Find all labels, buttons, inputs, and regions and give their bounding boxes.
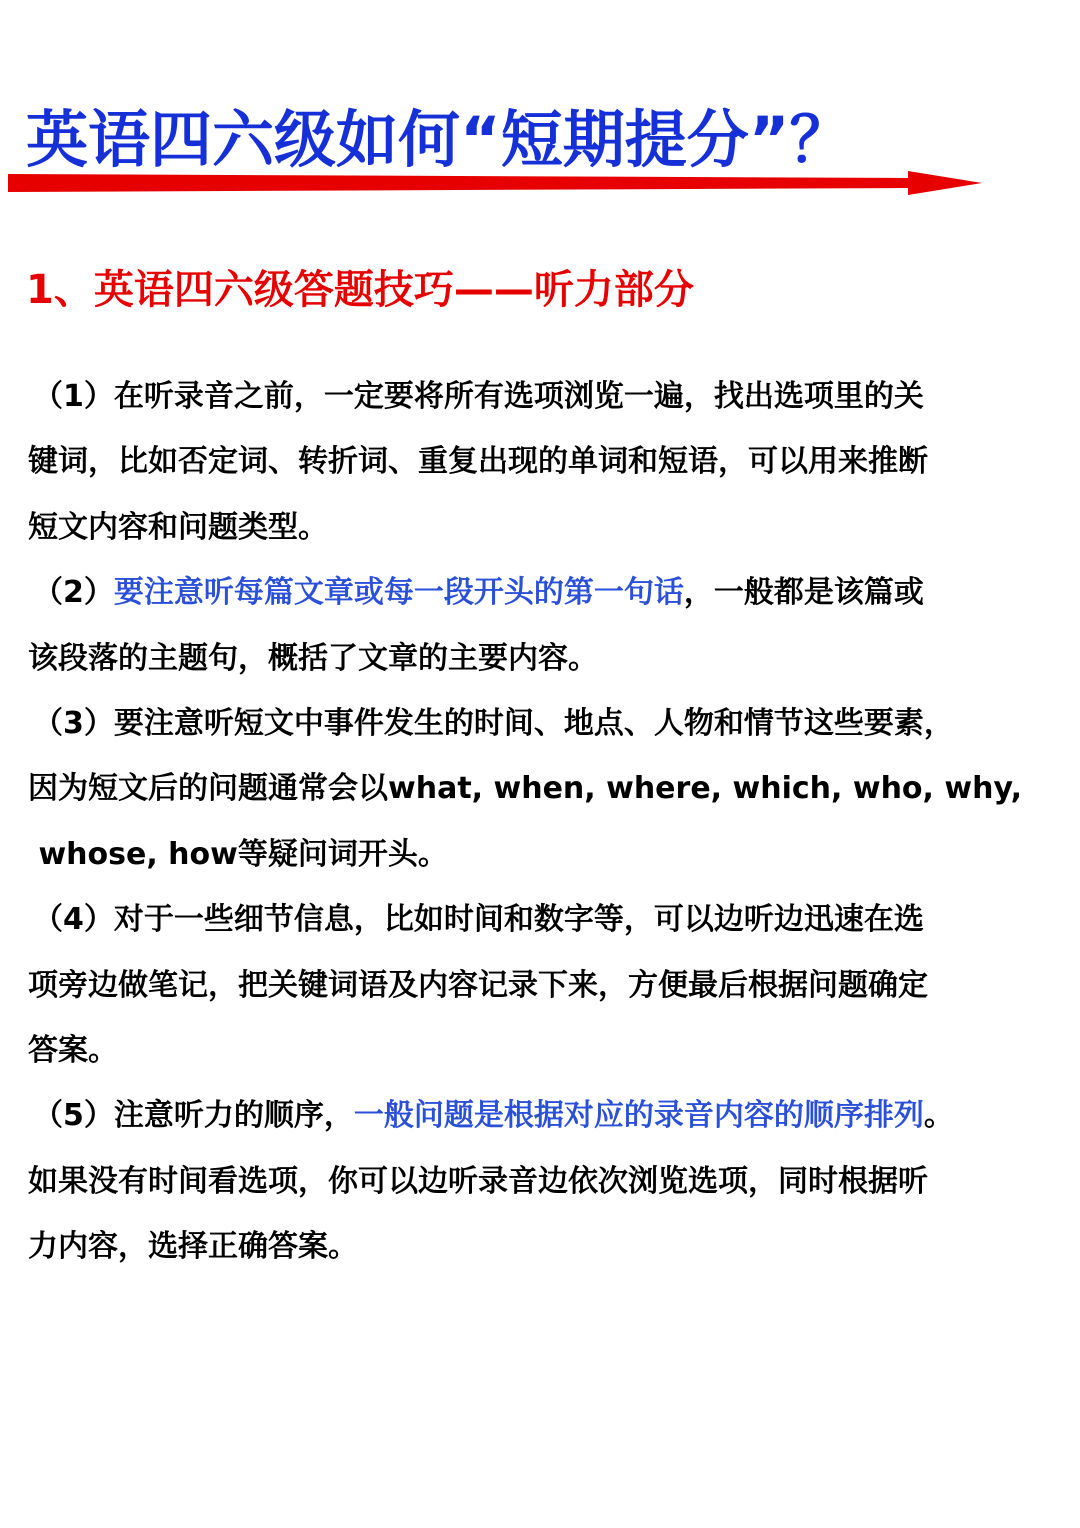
tip-paragraph-1 [28, 364, 1058, 560]
body-text: 短文内容和问题类型。 [28, 509, 328, 545]
body-text: （5）注意听力的顺序， [33, 1098, 354, 1134]
tip-paragraph-line [28, 626, 1058, 691]
body-text: 如果没有时间看选项，你可以边听录音边依次浏览选项，同时根据听 [28, 1163, 928, 1199]
tip-paragraph-line [28, 495, 1058, 560]
highlighted-text: 要注意听每篇文章或每一段开头的第一句话 [113, 575, 684, 611]
tip-paragraph-line [33, 1083, 1058, 1148]
tip-paragraph-line [33, 560, 1058, 625]
tip-paragraph-line [28, 1018, 1058, 1083]
tip-paragraph-line [28, 1149, 1058, 1214]
tip-paragraph-line [28, 822, 1058, 887]
arrow-shape [8, 171, 982, 195]
tip-paragraph-4 [28, 887, 1058, 1083]
body-text: 该段落的主题句，概括了文章的主要内容。 [28, 640, 598, 676]
tip-paragraph-line [28, 953, 1058, 1018]
page-title: 英语四六级如何“短期提分”？ [26, 103, 852, 176]
tip-paragraph-line [33, 887, 1058, 952]
body-text: 答案。 [28, 1032, 118, 1068]
body-text: ，一般都是该篇或 [683, 575, 924, 611]
red-arrow-underline-icon [8, 168, 982, 198]
body-text: 。 [923, 1098, 954, 1134]
body-text: 力内容，选择正确答案。 [28, 1229, 358, 1265]
tip-paragraph-5 [28, 1083, 1058, 1279]
body-text: 项旁边做笔记，把关键词语及内容记录下来，方便最后根据问题确定 [28, 967, 928, 1003]
body-text: （1）在听录音之前，一定要将所有选项浏览一遍，找出选项里的关 [33, 379, 924, 414]
tip-paragraph-line [33, 691, 1058, 756]
body-text: （2） [33, 575, 114, 611]
tip-paragraph-2 [28, 560, 1058, 691]
highlighted-text: 一般问题是根据对应的录音内容的顺序排列 [353, 1098, 924, 1134]
listening-tips-list [28, 364, 1058, 1279]
tip-paragraph-line [28, 429, 1058, 494]
tip-paragraph-line [28, 756, 1058, 821]
body-text: 因为短文后的问题通常会以what, when, where, which, who, why, [28, 771, 1023, 807]
body-text: 键词，比如否定词、转折词、重复出现的单词和短语，可以用来推断 [28, 444, 928, 480]
tip-paragraph-line [33, 364, 1058, 429]
section-heading: 1、英语四六级答题技巧——听力部分 [26, 267, 694, 313]
tip-paragraph-line [28, 1214, 1058, 1279]
tip-paragraph-3 [28, 691, 1058, 887]
body-text: whose, how等疑问词开头。 [28, 836, 448, 872]
body-text: （3）要注意听短文中事件发生的时间、地点、人物和情节这些要素， [33, 705, 954, 741]
body-text: （4）对于一些细节信息，比如时间和数字等，可以边听边迅速在选 [33, 902, 924, 938]
